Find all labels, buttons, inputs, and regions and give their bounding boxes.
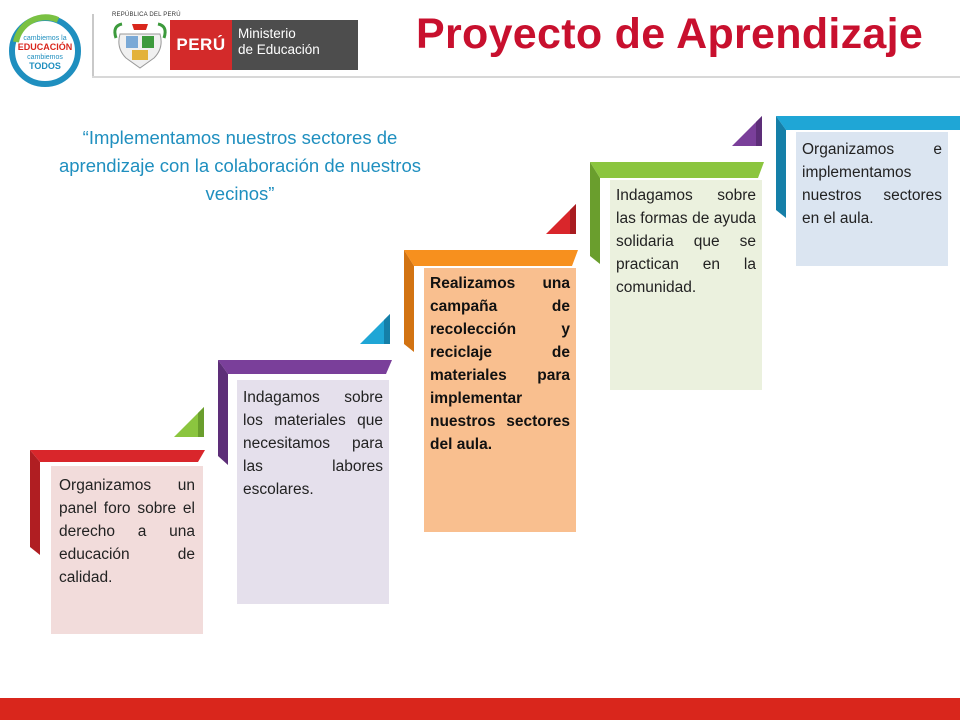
step-4-text: Indagamos sobre las formas de ayuda solidaria que se practican en la comunidad. (616, 187, 756, 296)
step-2-text: Indagamos sobre los materiales que necesitamos para las labores escolares. (243, 389, 383, 498)
step-4-arrow-icon (730, 114, 764, 148)
republic-label: REPÚBLICA DEL PERÚ (112, 12, 181, 18)
logo-line-2: EDUCACIÓN (17, 42, 73, 52)
logo-line-3: cambiemos (27, 54, 63, 61)
step-2-side-bar (218, 360, 228, 465)
step-3-top-bar (404, 250, 578, 266)
page-title: Proyecto de Aprendizaje (416, 10, 924, 58)
logo-line-1: cambiemos la (23, 35, 67, 42)
step-2-card (237, 380, 389, 604)
step-1-card (51, 466, 203, 634)
step-5-side-bar (776, 116, 786, 218)
ministry-line-1: Ministerio (238, 26, 296, 41)
step-4-side-bar (590, 162, 600, 264)
step-2-arrow-icon (358, 312, 392, 346)
step-2-top-bar (218, 360, 392, 374)
step-3-text: Realizamos una campaña de recolección y reciclaje de materiales para implementar nuestros sectores del aula. (430, 275, 570, 453)
step-4-card (610, 180, 762, 390)
project-quote: “Implementamos nuestros sectores de aprendizaje con la colaboración de nuestros vecinos” (58, 127, 421, 204)
logo-line-4: TODOS (29, 61, 61, 71)
step-1-text: Organizamos un panel foro sobre el derecho a una educación de calidad. (59, 477, 195, 586)
peru-label: PERÚ (170, 20, 232, 70)
step-1-side-bar (30, 450, 40, 555)
step-5-top-bar (776, 116, 960, 130)
ministry-line-2: de Educación (238, 42, 320, 57)
step-3-card (424, 268, 576, 532)
step-5-card (796, 132, 948, 266)
coat-of-arms-icon (112, 18, 168, 74)
header-divider (92, 14, 94, 76)
step-3-arrow-icon (544, 202, 578, 236)
header-rule (92, 76, 960, 78)
cambiemos-logo (8, 14, 82, 88)
ministry-label (232, 20, 358, 70)
step-5-text: Organizamos e implementamos nuestros sectores en el aula. (802, 141, 942, 227)
step-3-side-bar (404, 250, 414, 352)
step-1-top-bar (30, 450, 205, 462)
bottom-bar (0, 698, 960, 720)
step-4-top-bar (590, 162, 764, 178)
step-1-arrow-icon (172, 405, 206, 439)
